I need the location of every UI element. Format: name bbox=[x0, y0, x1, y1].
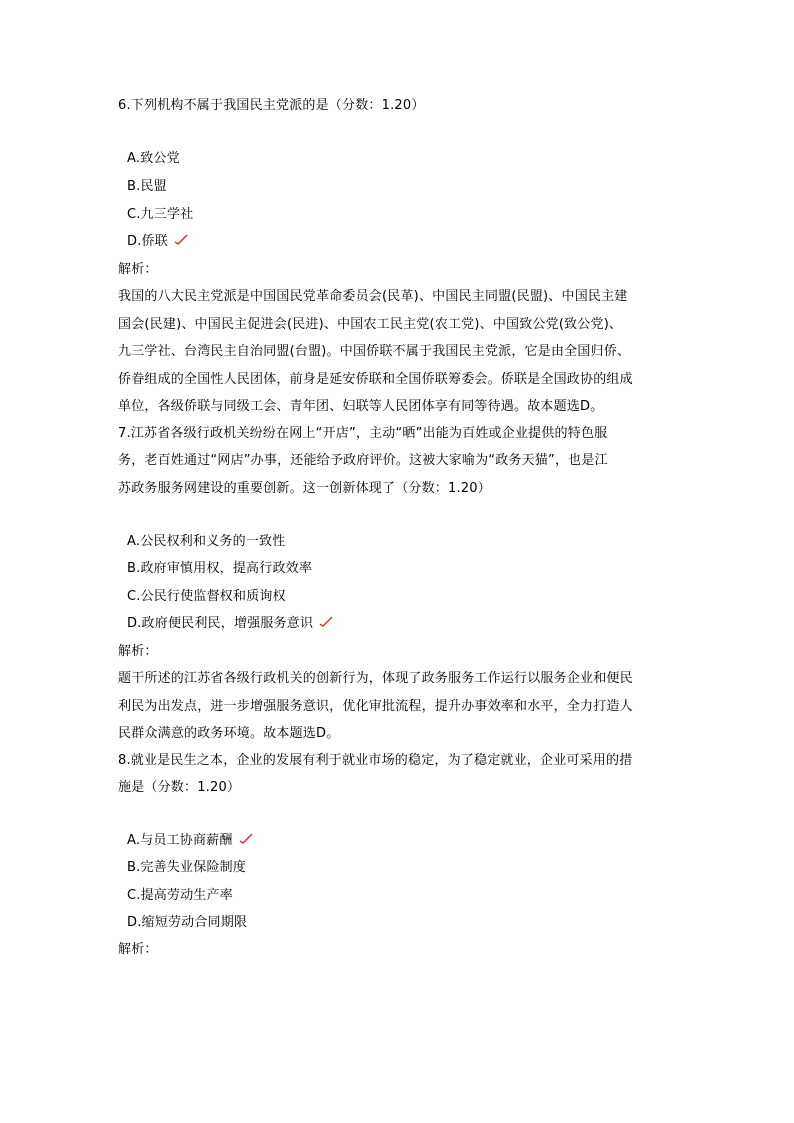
question-6-option-d: D.侨联 bbox=[127, 234, 188, 250]
question-7-stem: 苏政务服务网建设的重要创新。这一创新体现了（分数：1.20） bbox=[118, 481, 491, 496]
question-6-analysis-line: 单位，各级侨联与同级工会、青年团、妇联等人民团体享有同等待遇。故本题选D。 bbox=[118, 399, 604, 414]
question-7-option-b: B.政府审慎用权，提高行政效率 bbox=[127, 561, 313, 576]
question-7-option-a: A.公民权利和义务的一致性 bbox=[127, 534, 286, 549]
question-7-analysis-line: 题干所述的江苏省各级行政机关的创新行为，体现了政务服务工作运行以服务企业和便民 bbox=[118, 671, 633, 686]
question-7-option-d: D.政府便民利民，增强服务意识 bbox=[127, 616, 333, 632]
question-6-analysis-line: 侨眷组成的全国性人民团体，前身是延安侨联和全国侨联筹委会。侨联是全国政协的组成 bbox=[118, 372, 633, 387]
question-8-analysis-label: 解析： bbox=[118, 942, 158, 957]
question-8-option-a: A.与员工协商薪酬 bbox=[127, 833, 253, 849]
check-mark-icon bbox=[239, 833, 253, 845]
question-6-option-b: B.民盟 bbox=[127, 179, 167, 194]
question-7-analysis-label: 解析： bbox=[118, 644, 158, 659]
question-6-stem: 6.下列机构不属于我国民主党派的是（分数：1.20） bbox=[118, 98, 425, 113]
question-8-option-c: C.提高劳动生产率 bbox=[127, 888, 234, 903]
question-8-option-b: B.完善失业保险制度 bbox=[127, 860, 247, 875]
question-7-option-c: C.公民行使监督权和质询权 bbox=[127, 589, 286, 604]
question-6-analysis-line: 国会(民建)、中国民主促进会(民进)、中国农工民主党(农工党)、中国致公党(致公党)、 bbox=[118, 317, 623, 332]
question-6-option-a: A.致公党 bbox=[127, 151, 180, 166]
question-6-option-c: C.九三学社 bbox=[127, 207, 194, 222]
question-7-stem: 7.江苏省各级行政机关纷纷在网上“开店”，主动“晒”出能为百姓或企业提供的特色服 bbox=[118, 426, 608, 441]
question-8-stem: 8.就业是民生之本，企业的发展有利于就业市场的稳定，为了稳定就业，企业可采用的措 bbox=[118, 753, 633, 768]
question-8-stem: 施是（分数：1.20） bbox=[118, 780, 241, 795]
question-6-analysis-line: 九三学社、台湾民主自治同盟(台盟)。中国侨联不属于我国民主党派，它是由全国归侨、 bbox=[118, 344, 631, 359]
question-7-analysis-line: 利民为出发点，进一步增强服务意识，优化审批流程，提升办事效率和水平，全力打造人 bbox=[118, 699, 633, 714]
question-7-stem: 务，老百姓通过“网店”办事，还能给予政府评价。这被大家喻为“政务天猫”，也是江 bbox=[118, 453, 608, 468]
check-mark-icon bbox=[319, 616, 333, 628]
question-6-analysis-line: 我国的八大民主党派是中国国民党革命委员会(民革)、中国民主同盟(民盟)、中国民主建 bbox=[118, 289, 628, 304]
check-mark-icon bbox=[174, 234, 188, 246]
question-8-option-d: D.缩短劳动合同期限 bbox=[127, 915, 248, 930]
question-6-analysis-label: 解析： bbox=[118, 262, 158, 277]
question-7-analysis-line: 民群众满意的政务环境。故本题选D。 bbox=[118, 726, 340, 741]
